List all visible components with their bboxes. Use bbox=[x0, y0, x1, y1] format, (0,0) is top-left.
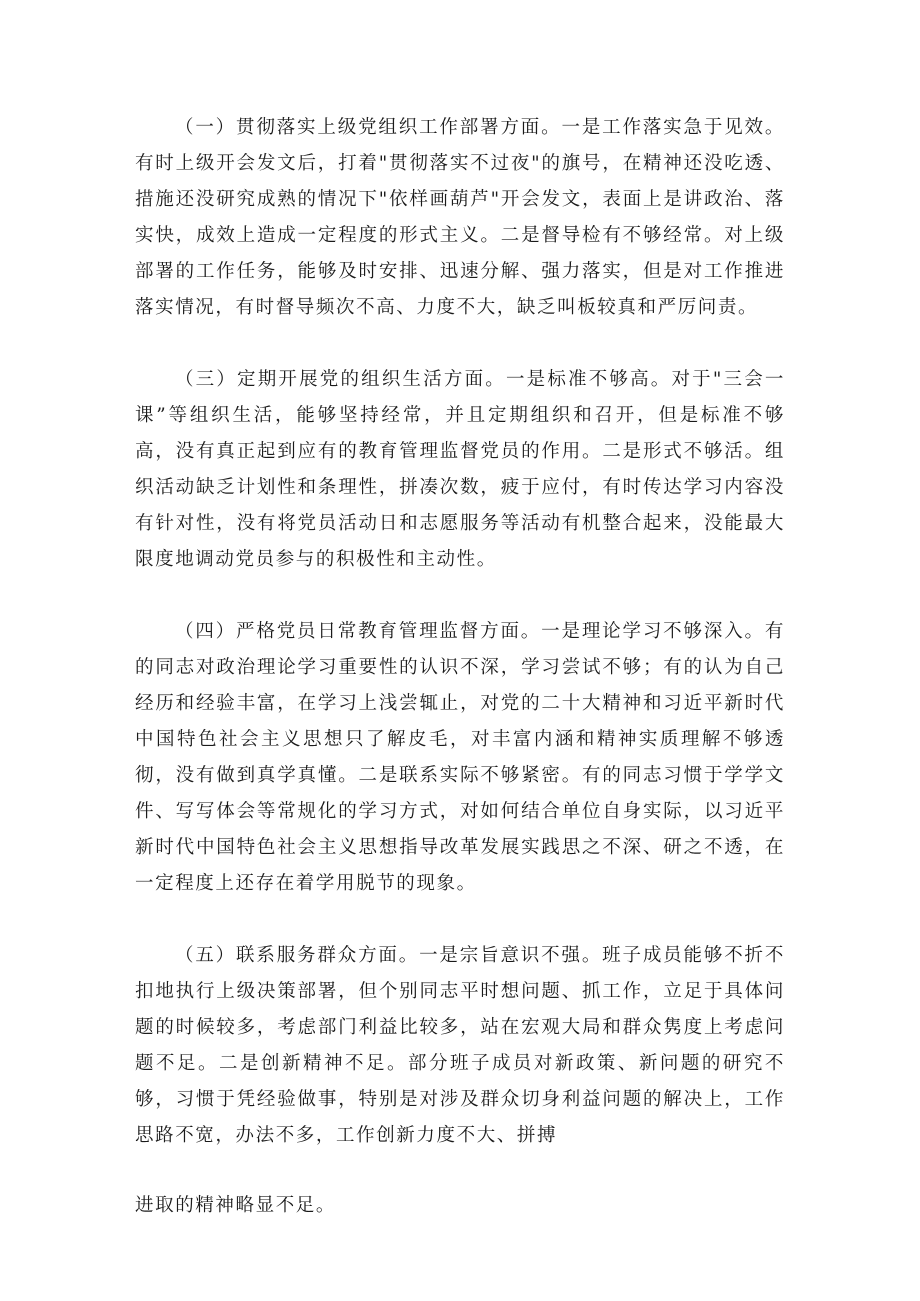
paragraph-section-3: （三）定期开展党的组织生活方面。一是标准不够高。对于"三会一课”等组织生活，能够坚持经常，并且定期组织和召开，但是标准不够高，没有真正起到应有的教育管理监督党员的作用。二是形式不够活。组织活动缺乏计划性和条理性，拼凑次数，疲于应付，有时传达学习内容没有针对性，没有将党员活动日和志愿服务等活动有机整合起来，没能最大限度地调动党员参与的积极性和主动性。 bbox=[135, 369, 785, 570]
paragraph-section-4: （四）严格党员日常教育管理监督方面。一是理论学习不够深入。有的同志对政治理论学习重要性的认识不深，学习尝试不够；有的认为自己经历和经验丰富，在学习上浅尝辄止，对党的二十大精神和习近平新时代中国特色社会主义思想只了解皮毛，对丰富内涵和精神实质理解不够透彻，没有做到真学真懂。二是联系实际不够紧密。有的同志习惯于学学文件、写写体会等常规化的学习方式，对如何结合单位自身实际，以习近平新时代中国特色社会主义思想指导改革发展实践思之不深、研之不透，在一定程度上还存在着学用脱节的现象。 bbox=[135, 621, 785, 894]
document-page bbox=[135, 110, 785, 1224]
paragraph-continuation: 进取的精神略显不足。 bbox=[135, 1195, 337, 1216]
paragraph-section-5: （五）联系服务群众方面。一是宗旨意识不强。班子成员能够不折不扣地执行上级决策部署，但个别同志平时想问题、抓工作，立足于具体问题的时候较多，考虑部门利益比较多，站在宏观大局和群众隽度上考虑问题不足。二是创新精神不足。部分班子成员对新政策、新问题的研究不够，习惯于凭经验做事，特别是对涉及群众切身利益问题的解决上，工作思路不宽，办法不多，工作创新力度不大、拼搏 bbox=[135, 945, 785, 1146]
paragraph-section-1: （一）贯彻落实上级党组织工作部署方面。一是工作落实急于见效。有时上级开会发文后，打着"贯彻落实不过夜"的旗号，在精神还没吃透、措施还没研究成熟的情况下"依样画葫芦"开会发文，表面上是讲政治、落实快，成效上造成一定程度的形式主义。二是督导检有不够经常。对上级部署的工作任务，能够及时安排、迅速分解、强力落实，但是对工作推进落实情况，有时督导频次不高、力度不大，缺乏叫板较真和严厉问责。 bbox=[135, 117, 785, 318]
